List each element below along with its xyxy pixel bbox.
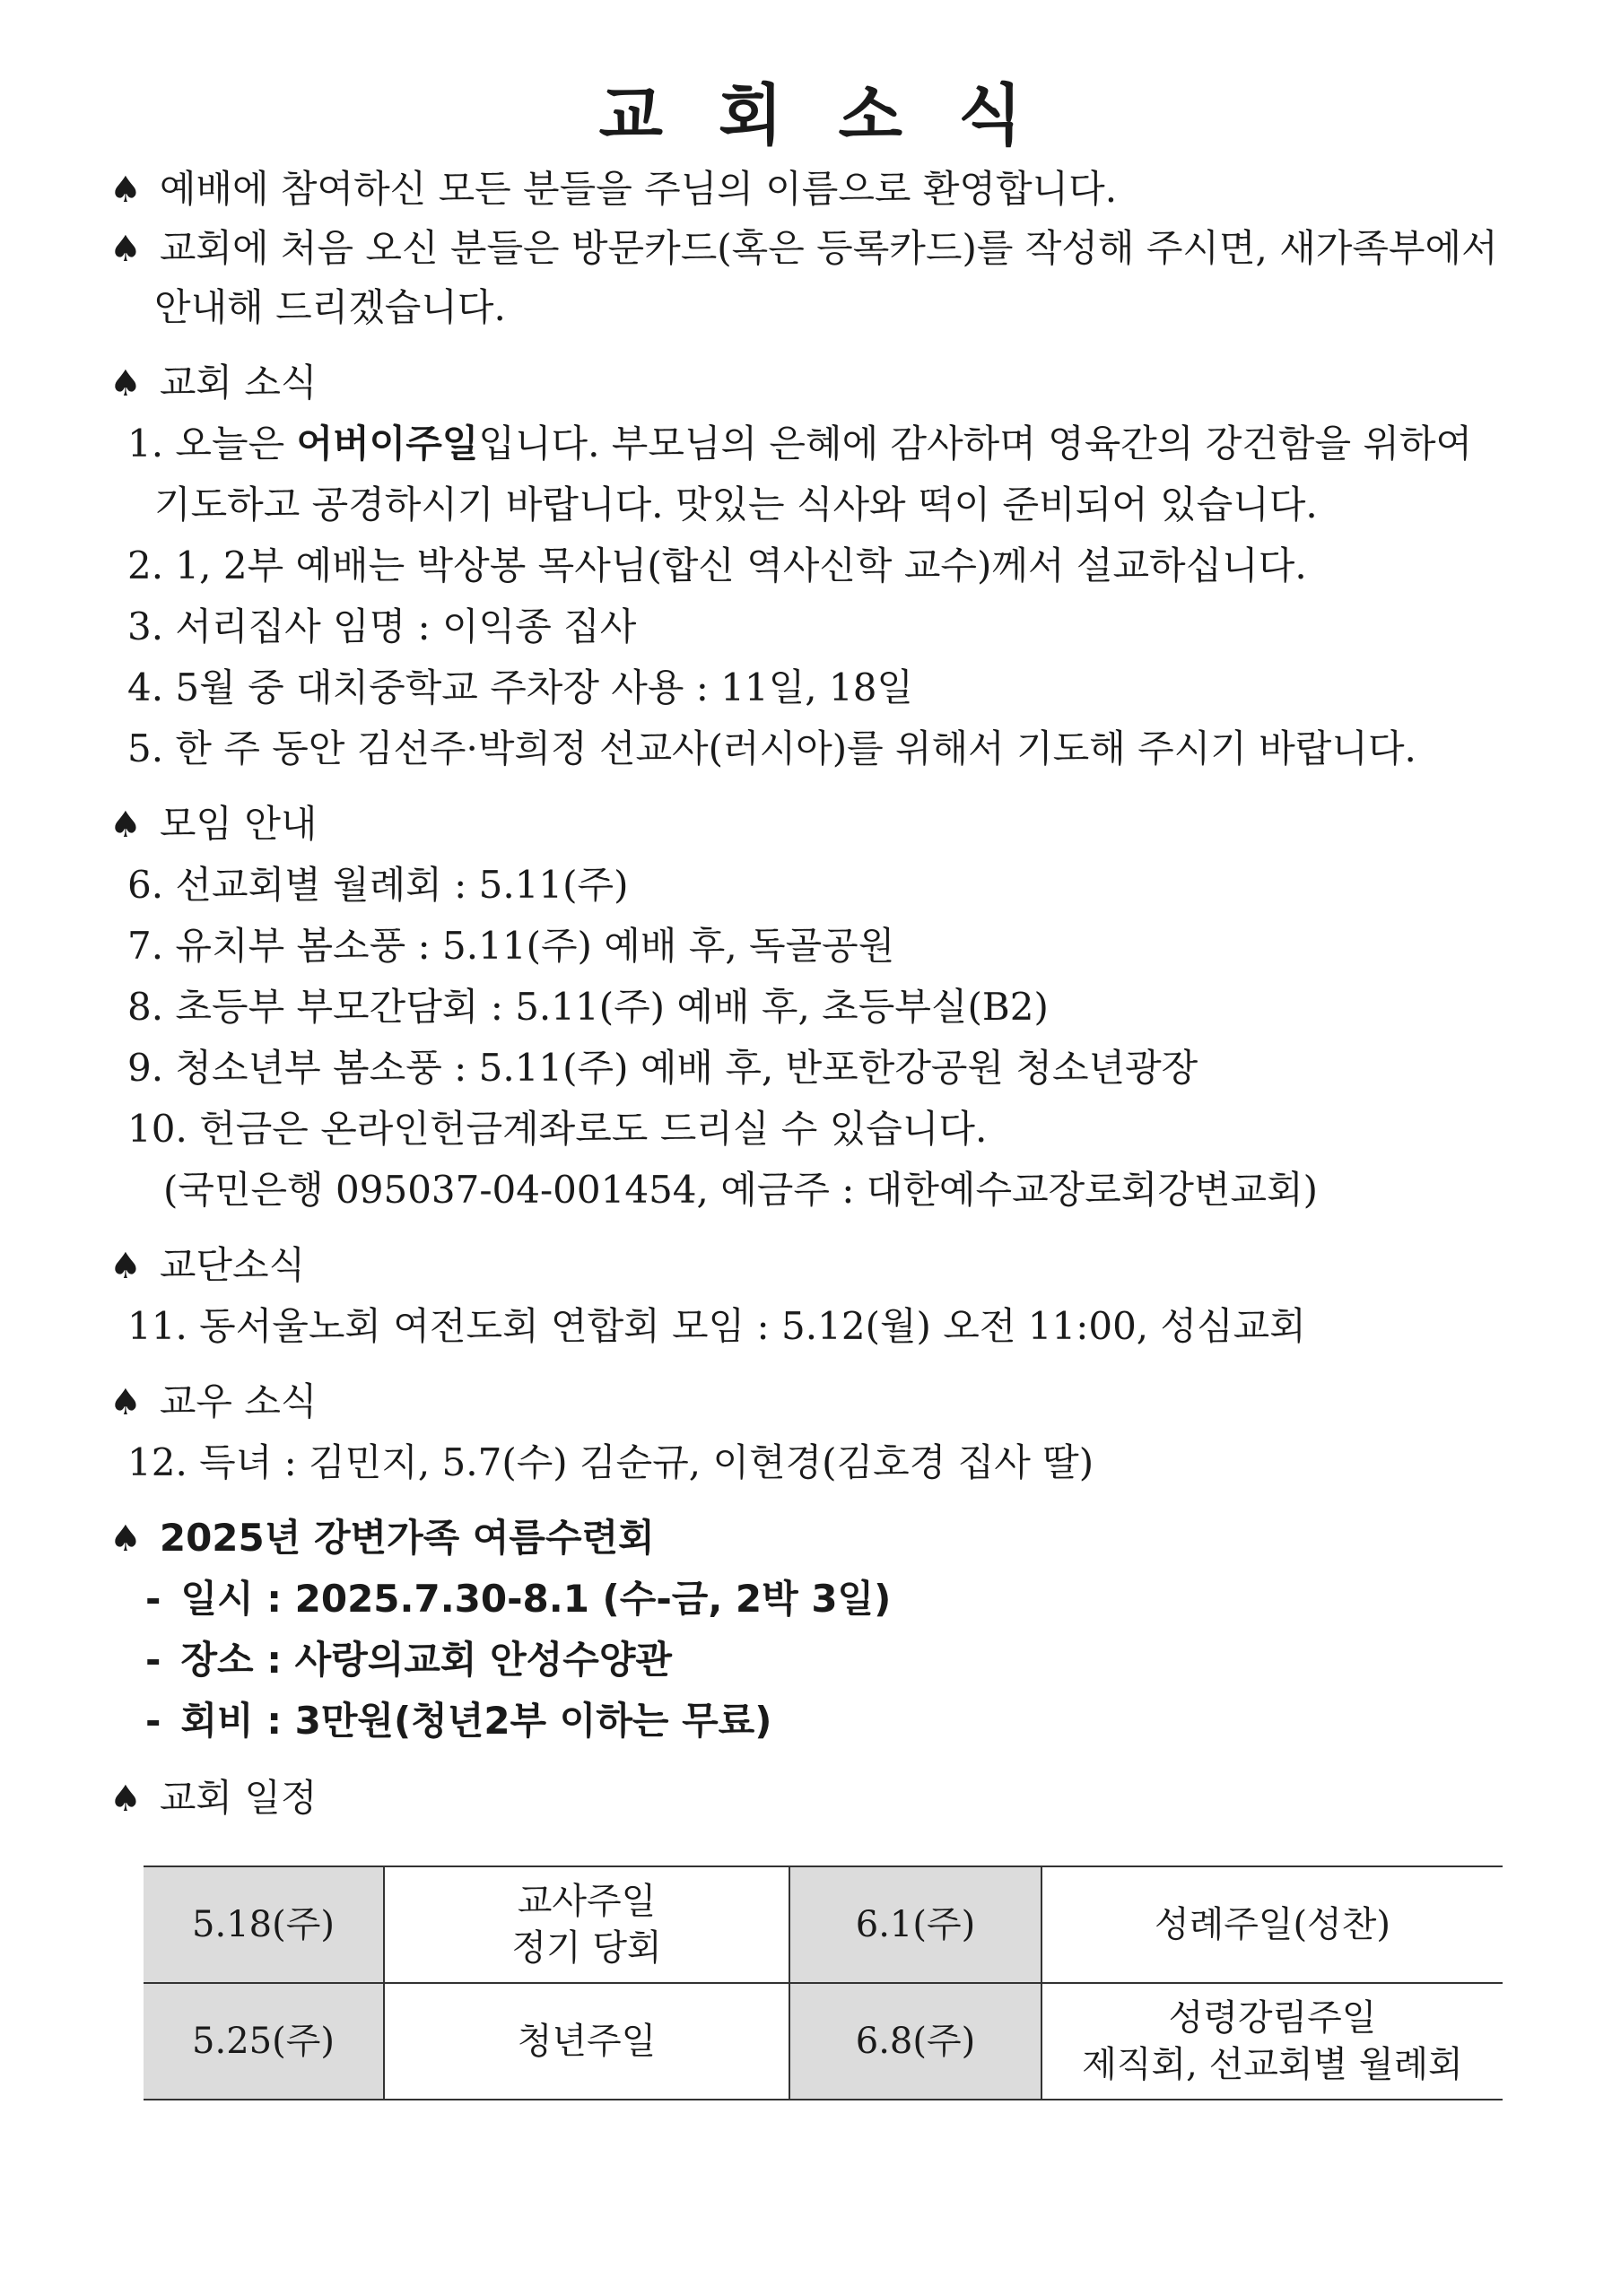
table-row [144, 1866, 1503, 1983]
meeting-item-6: 6. 선교회별 월례회 : 5.11(주) [127, 863, 629, 907]
retreat-place: - 장소 : 사랑의교회 안성수양관 [145, 1638, 672, 1682]
section-title: 교회 소식 [159, 361, 318, 404]
highlight-text: 어버이주일 [296, 422, 479, 465]
schedule-event: 교사주일 정기 당회 [384, 1866, 789, 1983]
news-item-5: 5. 한 주 동안 김선주·박희정 선교사(러시아)를 위해서 기도해 주시기 바랍니다. [127, 726, 1416, 770]
spade-icon: ♠ [109, 229, 142, 270]
welcome-text-2: 교회에 처음 오신 분들은 방문카드(혹은 등록카드)를 작성해 주시면, 새가족부에서 [159, 226, 1498, 270]
spade-icon: ♠ [109, 170, 142, 211]
schedule-event: 청년주일 [384, 1983, 789, 2100]
schedule-date: 5.18(주) [144, 1866, 384, 1983]
welcome-line-2 [109, 226, 1498, 271]
section-header-schedule [109, 1776, 318, 1821]
section-header-presbytery [109, 1243, 305, 1288]
members-item-12: 12. 득녀 : 김민지, 5.7(수) 김순규, 이현경(김호경 집사 딸) [127, 1440, 1094, 1484]
news-item-2: 2. 1, 2부 예배는 박상봉 목사님(합신 역사신학 교수)께서 설교하십니다. [127, 544, 1307, 587]
section-title: 2025년 강변가족 여름수련회 [159, 1516, 655, 1560]
presbytery-item-11: 11. 동서울노회 여전도회 연합회 모임 : 5.12(월) 오전 11:00, 성심교회 [127, 1304, 1306, 1348]
schedule-date: 6.8(주) [789, 1983, 1041, 2100]
schedule-table [144, 1866, 1503, 2100]
section-title: 교단소식 [159, 1243, 306, 1287]
welcome-text-2-cont: 안내해 드리겠습니다. [154, 285, 506, 329]
table-row [144, 1983, 1503, 2100]
section-header-retreat [109, 1516, 655, 1561]
dash-bullet: - [145, 1638, 161, 1682]
schedule-event: 성령강림주일 제직회, 선교회별 월례회 [1041, 1983, 1503, 2100]
welcome-text-1: 예배에 참여하신 모든 분들을 주님의 이름으로 환영합니다. [159, 167, 1118, 211]
dash-bullet: - [145, 1699, 161, 1743]
news-item-3: 3. 서리집사 임명 : 이익종 집사 [127, 604, 637, 648]
news-item-4: 4. 5월 중 대치중학교 주차장 사용 : 11일, 18일 [127, 665, 913, 709]
spade-icon: ♠ [109, 1246, 142, 1287]
spade-icon: ♠ [109, 1382, 142, 1423]
page-title: 교회소식 [598, 77, 1078, 154]
retreat-date: - 일시 : 2025.7.30-8.1 (수-금, 2박 3일) [145, 1577, 892, 1621]
spade-icon: ♠ [109, 804, 142, 846]
welcome-line-1 [109, 167, 1117, 212]
schedule-date: 5.25(주) [144, 1983, 384, 2100]
schedule-date: 6.1(주) [789, 1866, 1041, 1983]
section-header-meetings [109, 802, 318, 847]
section-title: 교회 일정 [159, 1776, 318, 1820]
meeting-item-8: 8. 초등부 부모간담회 : 5.11(주) 예배 후, 초등부실(B2) [127, 985, 1049, 1029]
dash-bullet: - [145, 1577, 161, 1621]
section-title: 모임 안내 [159, 802, 318, 846]
section-header-church-news [109, 361, 318, 405]
news-item-1: 1. 오늘은 어버이주일입니다. 부모님의 은혜에 감사하며 영육간의 강건함을 위하여 [127, 422, 1473, 465]
meeting-item-9: 9. 청소년부 봄소풍 : 5.11(주) 예배 후, 반포한강공원 청소년광장 [127, 1046, 1198, 1090]
meeting-item-7: 7. 유치부 봄소풍 : 5.11(주) 예배 후, 독골공원 [127, 924, 895, 968]
spade-icon: ♠ [109, 1779, 142, 1820]
section-header-members [109, 1379, 318, 1424]
section-title: 교우 소식 [159, 1379, 318, 1423]
spade-icon: ♠ [109, 1518, 142, 1560]
spade-icon: ♠ [109, 363, 142, 404]
schedule-event: 성례주일(성찬) [1041, 1866, 1503, 1983]
news-item-1-cont: 기도하고 공경하시기 바랍니다. 맛있는 식사와 떡이 준비되어 있습니다. [154, 483, 1318, 526]
meeting-item-10: 10. 헌금은 온라인헌금계좌로도 드리실 수 있습니다. [127, 1107, 988, 1151]
meeting-item-10-cont: (국민은행 095037-04-001454, 예금주 : 대한예수교장로회강변교회) [163, 1168, 1319, 1212]
retreat-fee: - 회비 : 3만원(청년2부 이하는 무료) [145, 1699, 772, 1743]
